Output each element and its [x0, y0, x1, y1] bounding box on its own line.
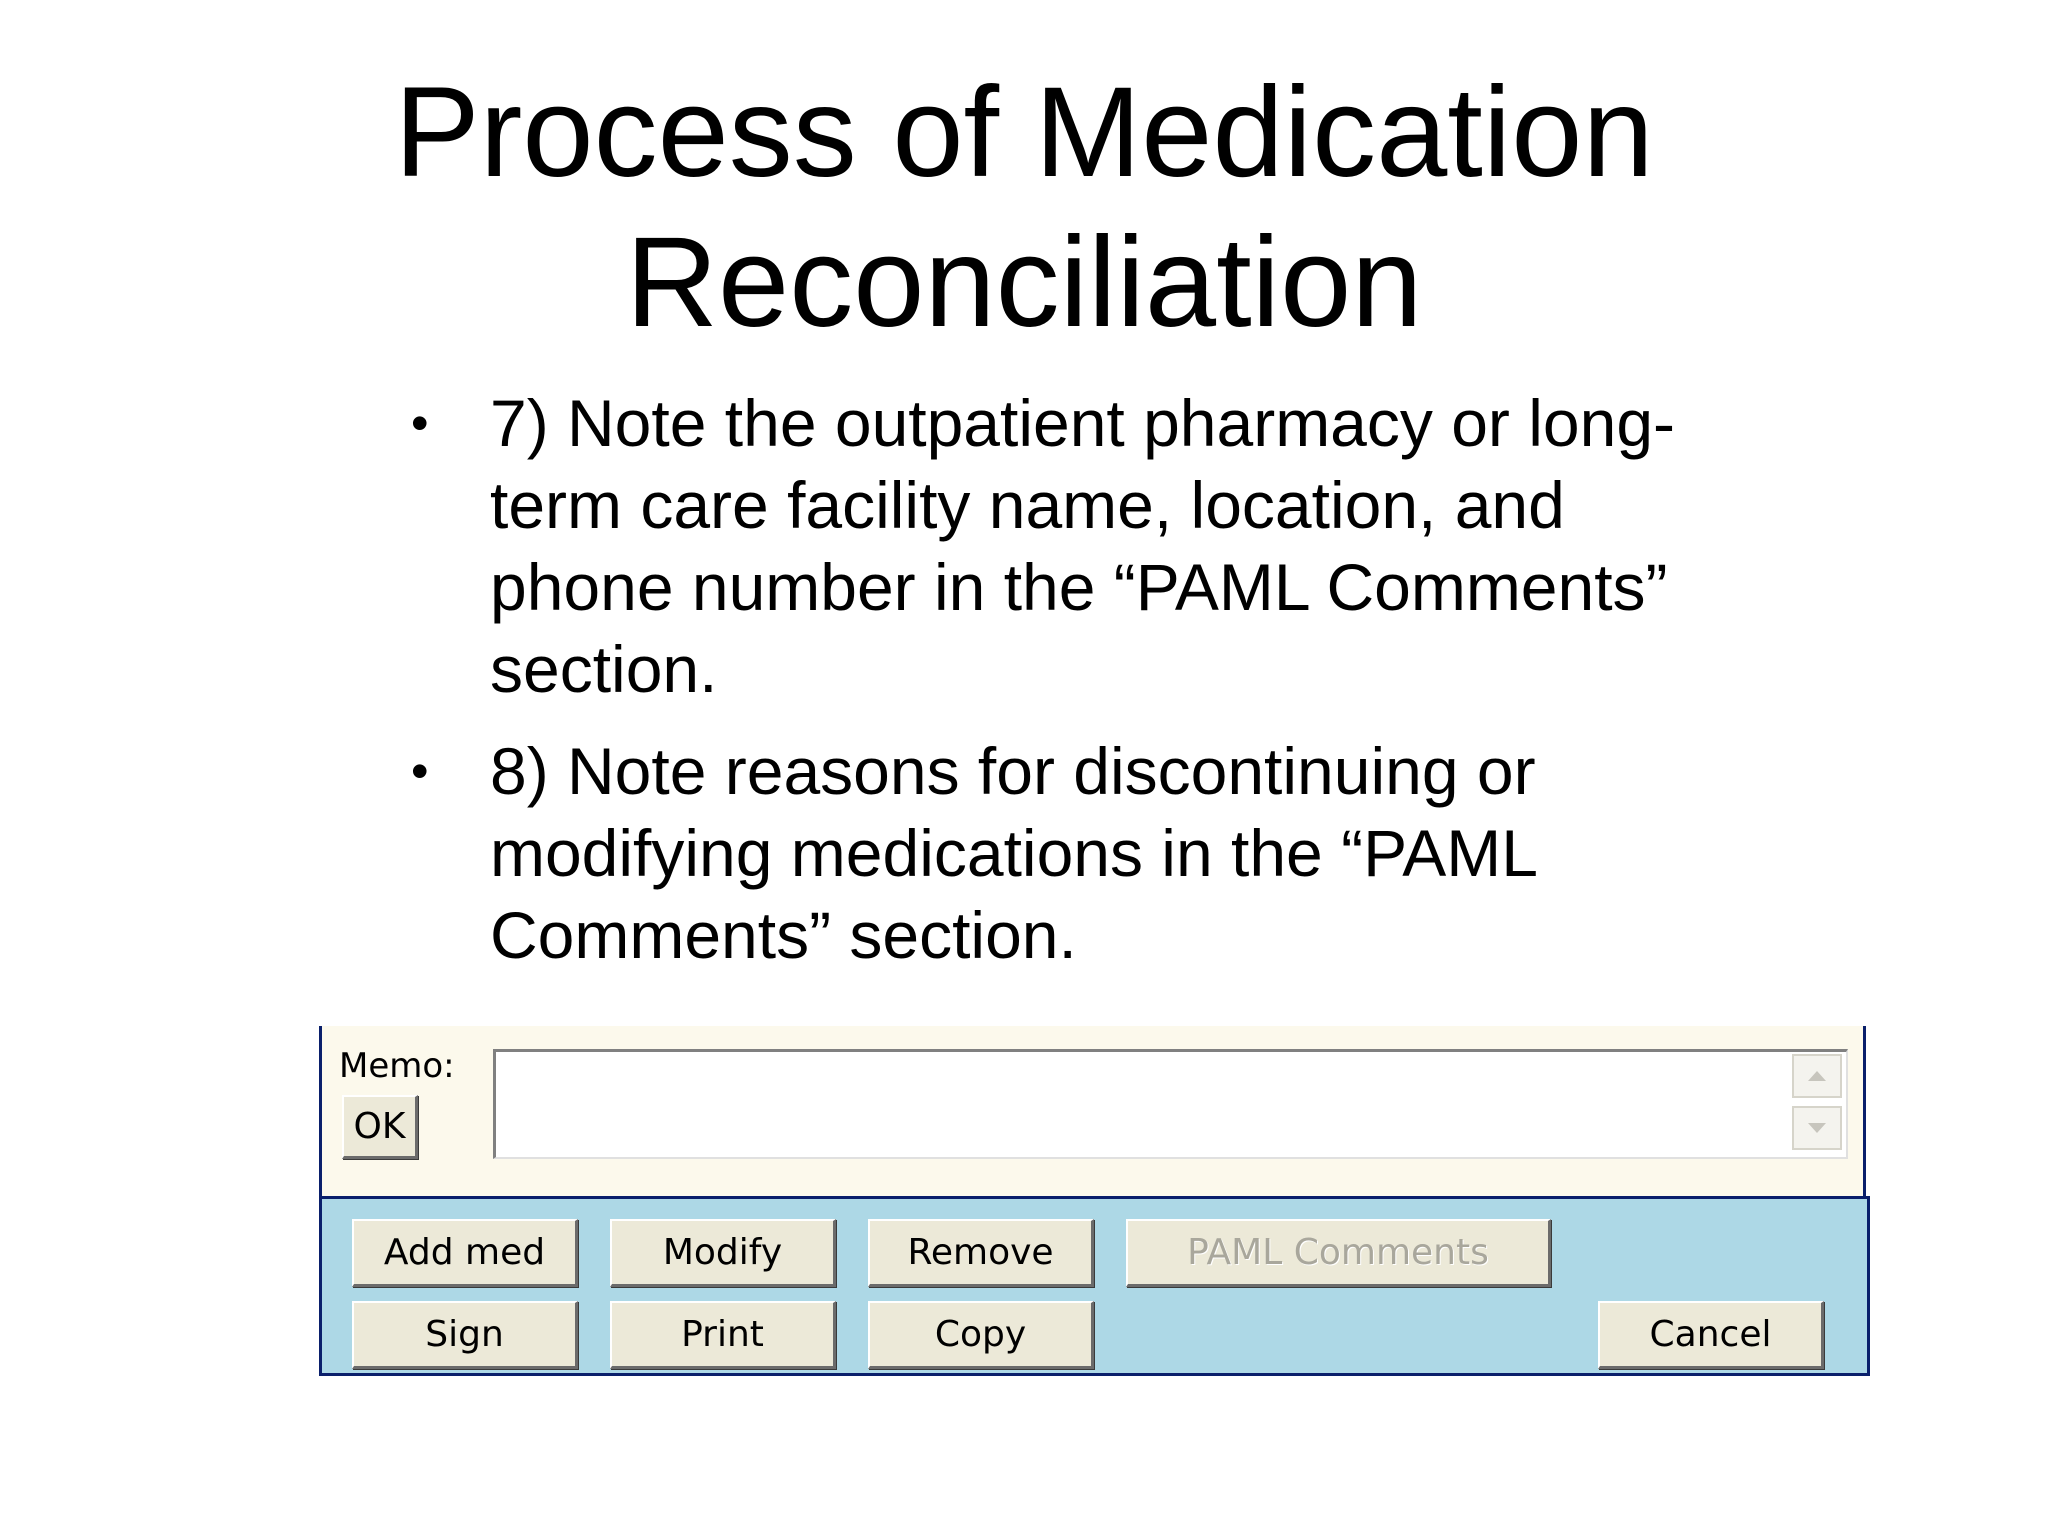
memo-label: Memo: [339, 1046, 455, 1086]
memo-section [319, 1026, 1866, 1196]
bullet-item [405, 382, 1705, 710]
add-med-button[interactable]: Add med [352, 1219, 578, 1287]
bullet-list [405, 382, 1705, 996]
sign-button[interactable]: Sign [352, 1301, 578, 1369]
bullet-icon: • [411, 743, 429, 799]
scroll-up-button[interactable] [1792, 1054, 1842, 1098]
paml-comments-button[interactable]: PAML Comments [1126, 1219, 1551, 1287]
medication-reconciliation-panel [319, 1026, 1870, 1378]
copy-button[interactable]: Copy [868, 1301, 1094, 1369]
cancel-button[interactable]: Cancel [1598, 1301, 1824, 1369]
scroll-down-button[interactable] [1792, 1106, 1842, 1150]
scroll-down-arrow-icon [1808, 1123, 1826, 1133]
scroll-up-arrow-icon [1808, 1071, 1826, 1081]
slide-title-line-2: Reconciliation [625, 211, 1423, 354]
bullet-item [405, 730, 1705, 976]
action-button-bar [319, 1196, 1870, 1376]
remove-button[interactable]: Remove [868, 1219, 1094, 1287]
memo-scrollbar[interactable] [1792, 1054, 1842, 1152]
slide-title [0, 58, 2048, 358]
bullet-text: 7) Note the outpatient pharmacy or long-term care facility name, location, and phone number in the “PAML Comments” section. [490, 386, 1676, 706]
slide-title-line-1: Process of Medication [394, 61, 1654, 204]
memo-ok-button[interactable]: OK [342, 1095, 418, 1159]
print-button[interactable]: Print [610, 1301, 836, 1369]
bullet-text: 8) Note reasons for discontinuing or modifying medications in the “PAML Comments” section. [490, 734, 1536, 972]
memo-textbox[interactable] [493, 1049, 1848, 1159]
bullet-icon: • [411, 395, 429, 451]
modify-button[interactable]: Modify [610, 1219, 836, 1287]
